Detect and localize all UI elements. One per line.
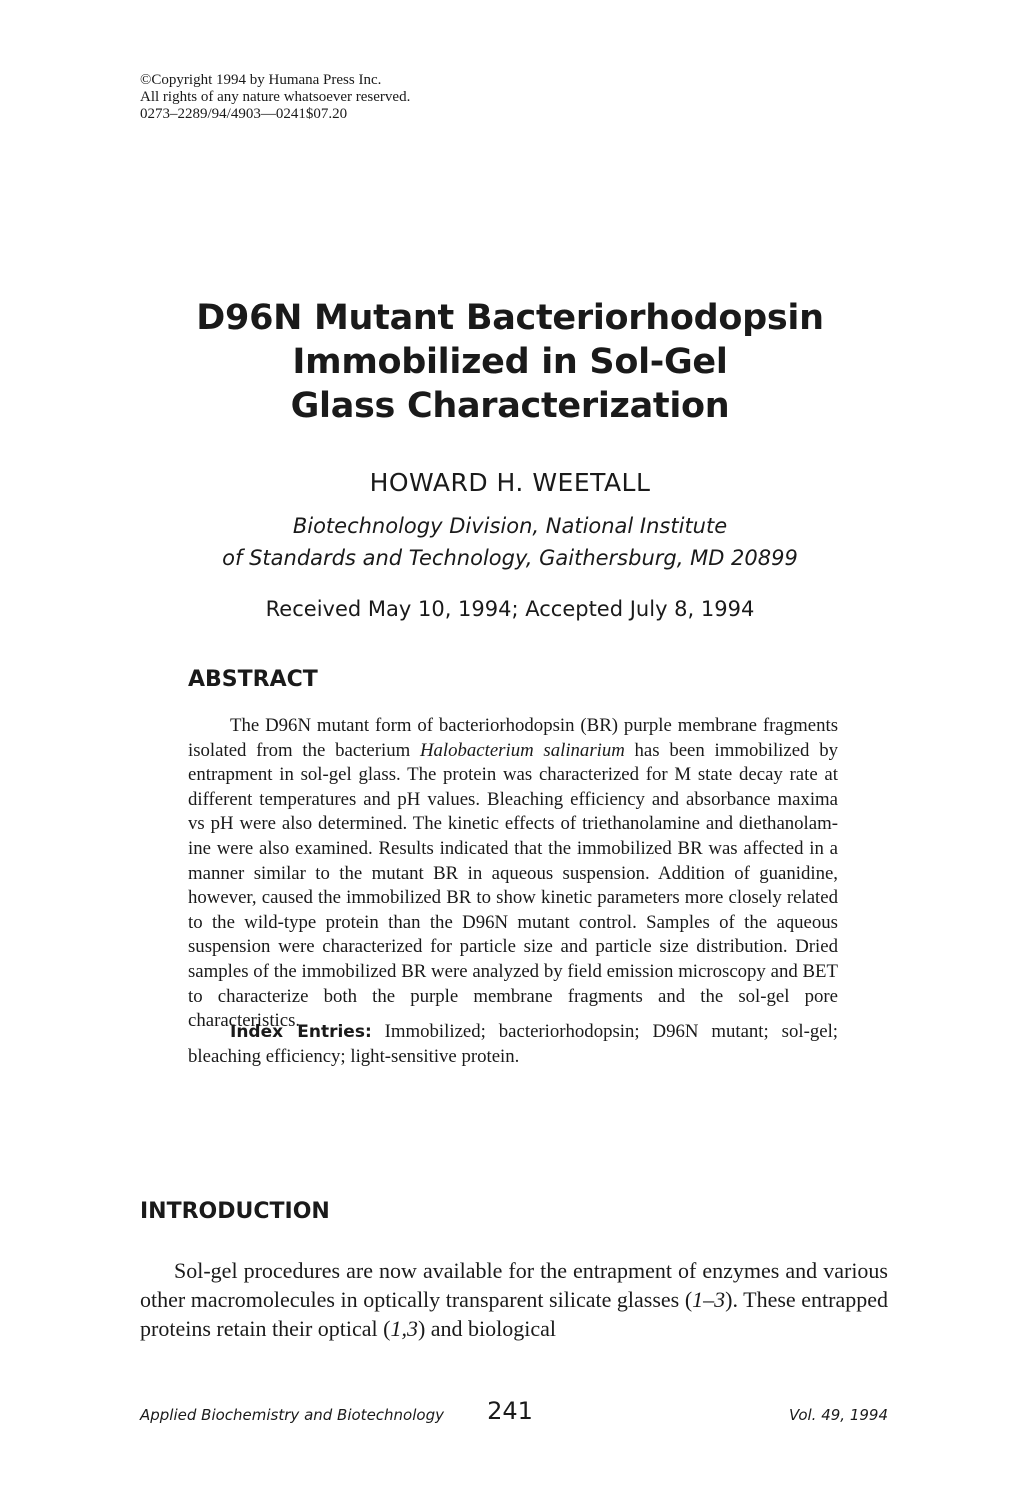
title-line-1: D96N Mutant Bacteriorhodopsin xyxy=(196,298,824,338)
title-line-2: Immobilized in Sol-Gel xyxy=(292,342,728,382)
author-affiliation xyxy=(0,510,1020,574)
abstract-heading: ABSTRACT xyxy=(188,667,318,692)
index-entries-text: Immobilized; bacteriorhodopsin; D96N mutant; sol-gel; bleaching efficiency; light-sensitive protein. xyxy=(188,1021,839,1067)
journal-name: Applied Biochemistry and Biotechnology xyxy=(140,1406,444,1424)
abstract-text-part-1: The D96N mutant form of bacteriorhodopsin (BR) purple membrane fragments isolated from the bacterium xyxy=(188,715,838,761)
introduction-text xyxy=(140,1256,888,1343)
intro-text-part-3: ) and biological xyxy=(417,1316,557,1341)
index-entries-label: Index Entries: xyxy=(230,1022,372,1042)
citation-ref: 1–3 xyxy=(692,1287,726,1312)
organism-name: Halobacterium salinarium xyxy=(419,739,625,761)
page-number: 241 xyxy=(487,1397,533,1425)
intro-text-part-1: Sol-gel procedures are now available for the entrapment of enzymes and various other macromolecules in optically transparent silicate glasses ( xyxy=(140,1258,888,1312)
author-name: HOWARD H. WEETALL xyxy=(369,468,651,497)
rights-line: All rights of any nature whatsoever reserved. xyxy=(140,89,411,105)
issn-line: 0273–2289/94/4903—0241$07.20 xyxy=(140,106,348,122)
title-line-3: Glass Characterization xyxy=(290,386,730,426)
received-dates: Received May 10, 1994; Accepted July 8, 1994 xyxy=(265,597,755,621)
copyright-line: ©Copyright 1994 by Humana Press Inc. xyxy=(140,72,382,88)
copyright-notice xyxy=(140,72,410,123)
paper-title xyxy=(0,296,1020,428)
volume-info: Vol. 49, 1994 xyxy=(788,1406,888,1424)
abstract-text xyxy=(188,714,838,1034)
abstract-text-part-2: has been immobilized by entrapment in sol-gel glass. The protein was characterized for M state decay rate at different temperatures and pH values. Bleaching efficiency and absorbance maxima vs pH were also determined. The kinetic effects of triethanolamine and diethanolamine were also examined. Results indicated that the immobilized BR was affected in a manner similar to the mutant BR in aqueous suspension. Addition of guanidine, however, caused the immobilized BR to show kinetic parameters more closely related to the wild-type protein than the D96N mutant control. Samples of the aqueous suspension were characterized for particle size and particle size distribution. Dried samples of the immobilized BR were analyzed by field emission microscopy and BET to characterize both the purple membrane fragments and the sol-gel pore characteristics. xyxy=(188,739,838,1032)
index-entries xyxy=(188,1020,838,1069)
affiliation-line-2: of Standards and Technology, Gaithersburg, MD 20899 xyxy=(222,546,798,570)
introduction-heading: INTRODUCTION xyxy=(140,1199,330,1224)
affiliation-line-1: Biotechnology Division, National Institute xyxy=(292,514,728,538)
citation-ref: 1,3 xyxy=(390,1316,418,1341)
intro-text-part-2: ). These entrapped proteins retain their optical ( xyxy=(140,1287,888,1341)
